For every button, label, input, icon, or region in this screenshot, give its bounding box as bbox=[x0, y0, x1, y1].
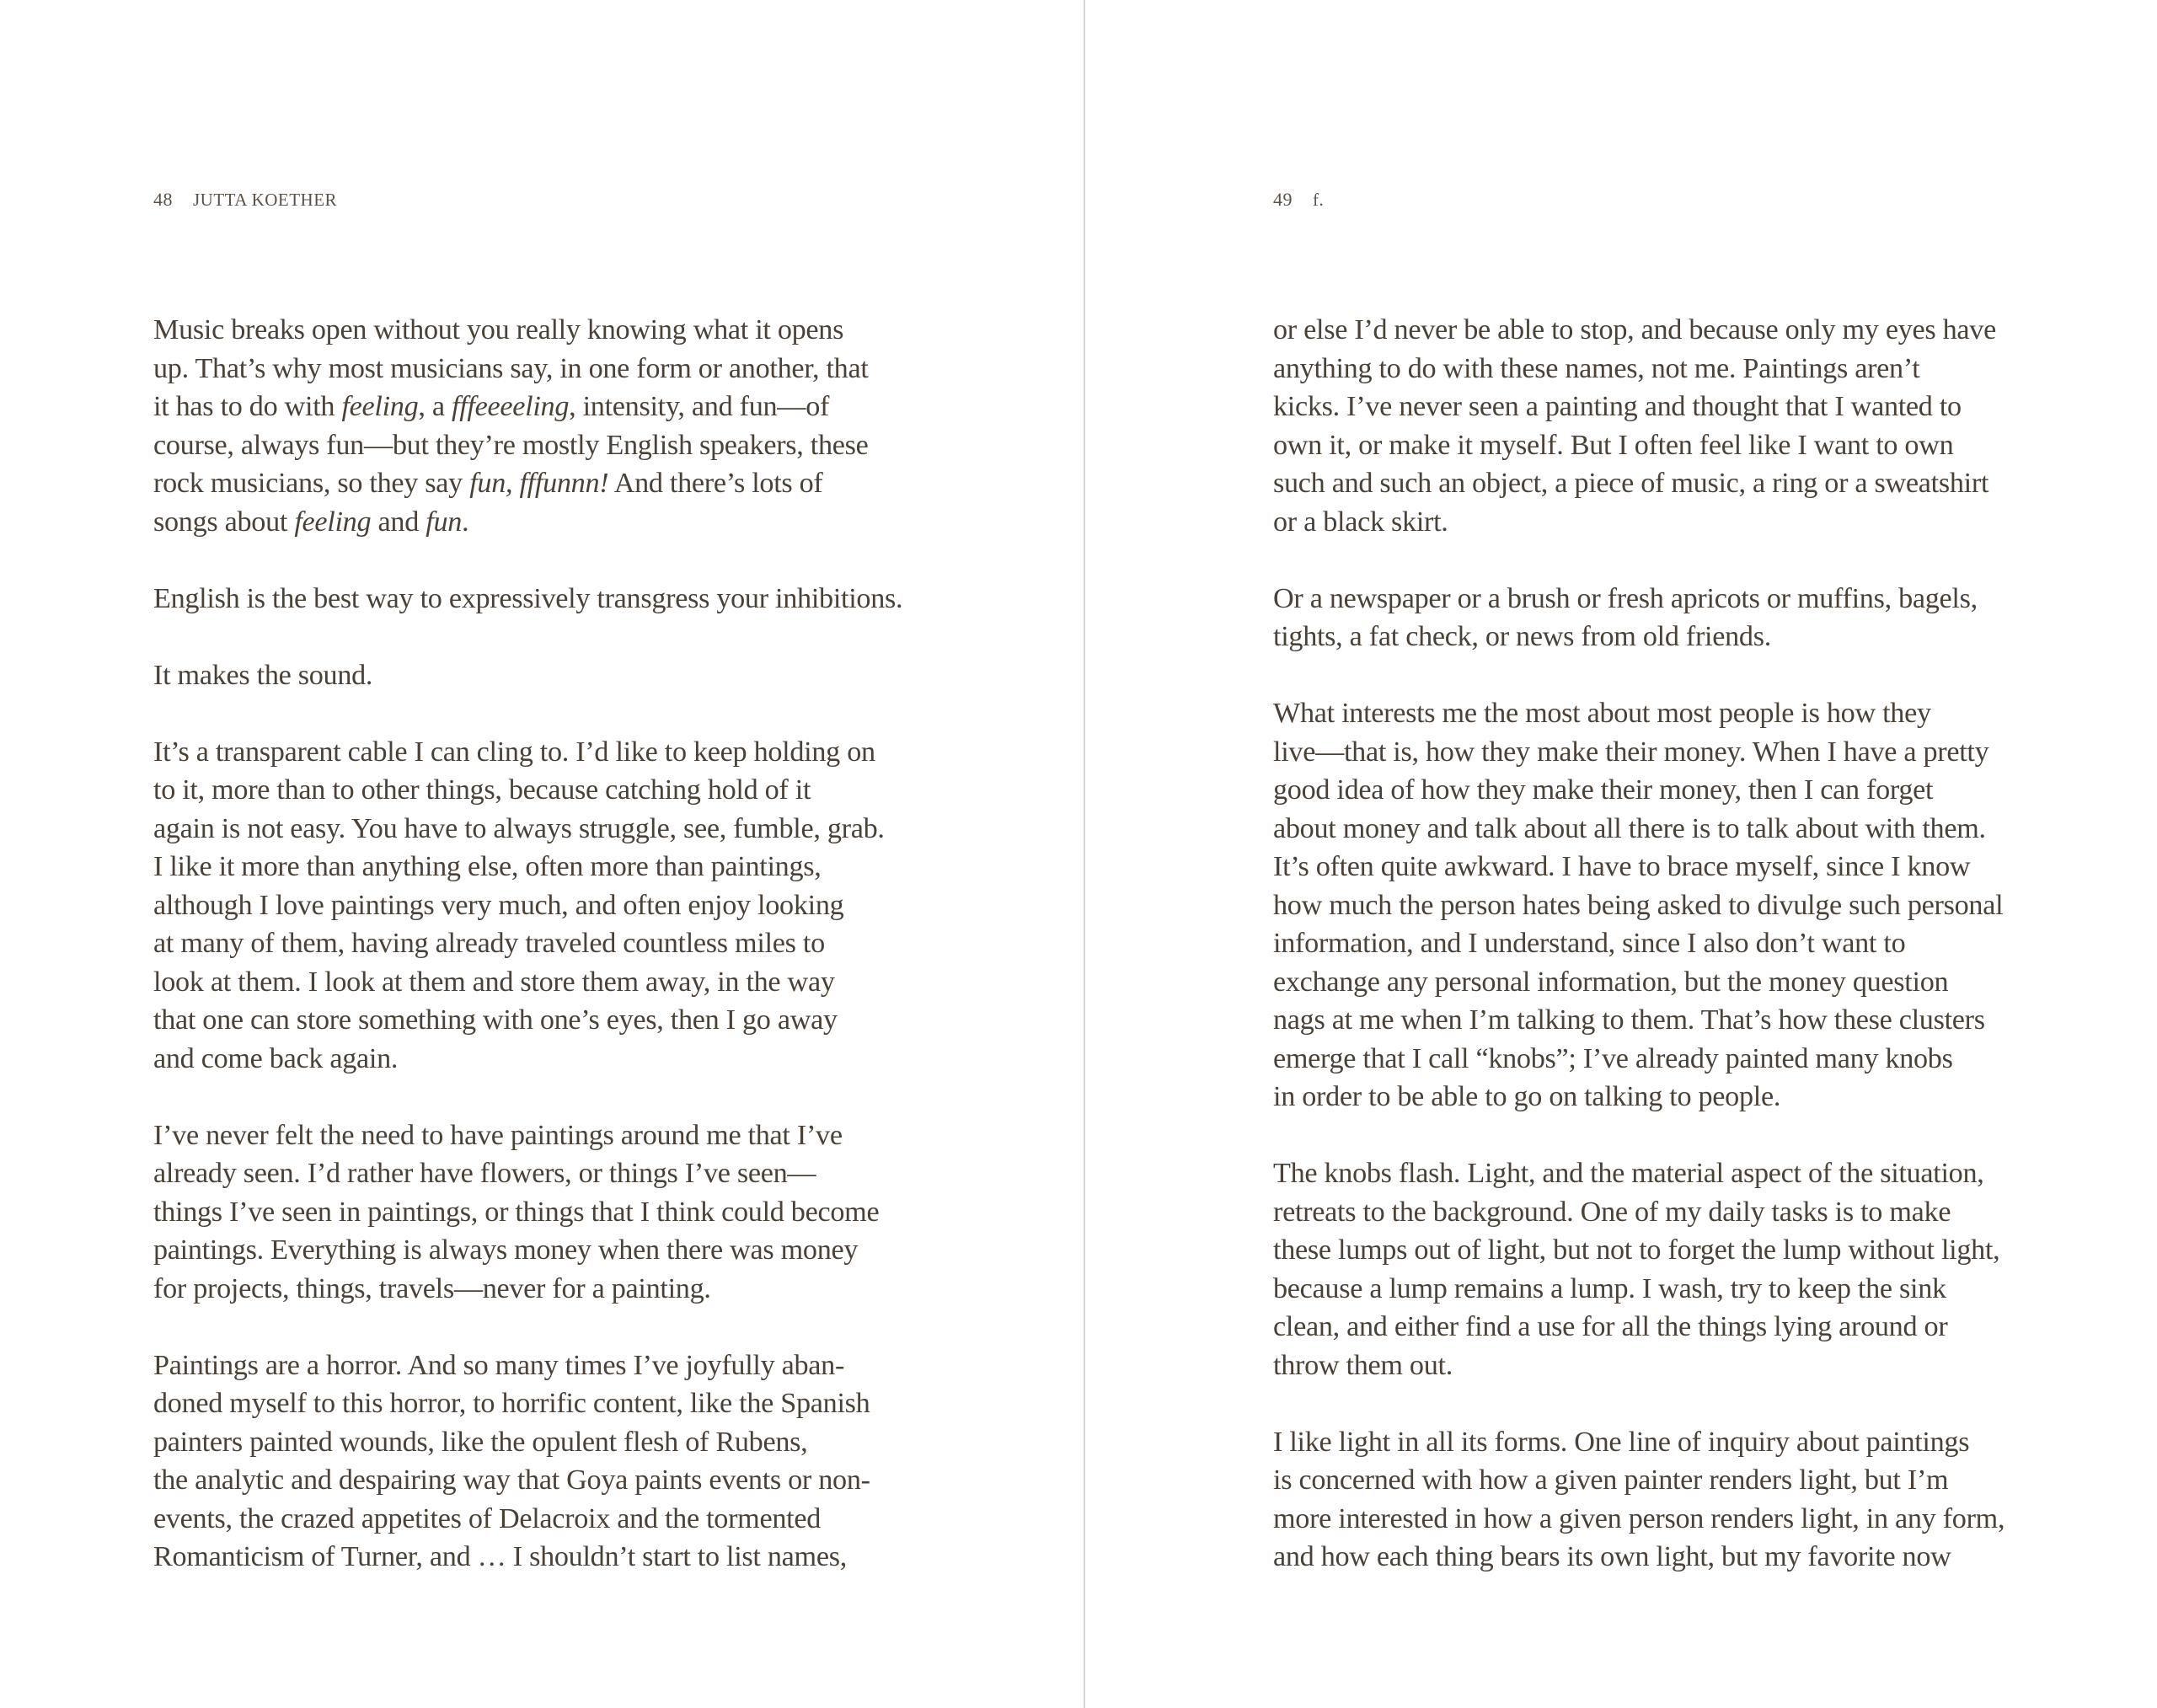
paragraph bbox=[153, 1116, 912, 1309]
text-line: already seen. I’d rather have flowers, or things I’ve seen— bbox=[153, 1158, 816, 1189]
text-line: although I love paintings very much, and often enjoy looking bbox=[153, 889, 844, 921]
text-line: again is not easy. You have to always struggle, see, fumble, grab. bbox=[153, 812, 885, 844]
text-line: at many of them, having already traveled countless miles to bbox=[153, 928, 825, 959]
text-line: and how each thing bears its own light, but my favorite now bbox=[1273, 1541, 1951, 1572]
text-line: exchange any personal information, but the money question bbox=[1273, 966, 1949, 998]
left-running-title: JUTTA KOETHER bbox=[193, 190, 338, 210]
right-page bbox=[1085, 0, 2157, 1708]
text-line: or else I’d never be able to stop, and because only my eyes have bbox=[1273, 314, 1996, 345]
left-page-number: 48 bbox=[153, 189, 173, 210]
text-line: I like light in all its forms. One line of inquiry about paintings bbox=[1273, 1426, 1970, 1458]
text-line: What interests me the most about most people is how they bbox=[1273, 698, 1931, 729]
text-line: up. That’s why most musicians say, in one form or another, that bbox=[153, 352, 869, 384]
text-line: things I’ve seen in paintings, or things that I think could become bbox=[153, 1196, 880, 1228]
text-line: how much the person hates being asked to divulge such personal bbox=[1273, 889, 2004, 921]
text-line: live—that is, how they make their money. When I have a pretty bbox=[1273, 736, 1989, 768]
text-line: It’s a transparent cable I can cling to. I’d like to keep holding on bbox=[153, 736, 875, 768]
text-line: to it, more than to other things, because catching hold of it bbox=[153, 774, 811, 806]
paragraph bbox=[1273, 311, 2015, 541]
text-line: painters painted wounds, like the opulent flesh of Rubens, bbox=[153, 1426, 808, 1458]
text-line: more interested in how a given person renders light, in any form, bbox=[1273, 1502, 2005, 1534]
left-body-text bbox=[153, 311, 912, 1614]
text-line: nags at me when I’m talking to them. That’s how these clusters bbox=[1273, 1004, 1985, 1036]
paragraph bbox=[153, 733, 912, 1079]
right-body-text bbox=[1273, 311, 2015, 1614]
text-line: Music breaks open without you really knowing what it opens bbox=[153, 314, 844, 345]
text-line: own it, or make it myself. But I often feel like I want to own bbox=[1273, 429, 1954, 461]
paragraph bbox=[153, 311, 912, 541]
text-line: songs about feeling and fun. bbox=[153, 506, 469, 538]
text-line: tights, a fat check, or news from old friends. bbox=[1273, 621, 1771, 652]
text-line: because a lump remains a lump. I wash, try to keep the sink bbox=[1273, 1272, 1946, 1304]
text-line: Or a newspaper or a brush or fresh apricots or muffins, bagels, bbox=[1273, 582, 1978, 614]
text-line: I’ve never felt the need to have paintings around me that I’ve bbox=[153, 1119, 843, 1151]
text-line: good idea of how they make their money, then I can forget bbox=[1273, 774, 1934, 806]
text-line: anything to do with these names, not me. Paintings aren’t bbox=[1273, 352, 1920, 384]
right-running-title: f. bbox=[1313, 190, 1325, 210]
text-line: It’s often quite awkward. I have to brace myself, since I know bbox=[1273, 851, 1971, 882]
text-line: or a black skirt. bbox=[1273, 506, 1448, 538]
text-line: doned myself to this horror, to horrific content, like the Spanish bbox=[153, 1388, 870, 1419]
italic-run: fun, fffunnn! bbox=[469, 468, 609, 499]
text-line: Romanticism of Turner, and … I shouldn’t start to list names, bbox=[153, 1541, 847, 1572]
text-line: paintings. Everything is always money when there was money bbox=[153, 1234, 859, 1266]
text-line: retreats to the background. One of my daily tasks is to make bbox=[1273, 1196, 1951, 1228]
text-line: I like it more than anything else, often more than paintings, bbox=[153, 851, 822, 882]
paragraph bbox=[153, 1347, 912, 1577]
text-line: the analytic and despairing way that Goya paints events or non- bbox=[153, 1464, 870, 1496]
italic-run: fffeeeeling bbox=[452, 391, 570, 422]
text-line: these lumps out of light, but not to forget the lump without light, bbox=[1273, 1234, 2000, 1266]
text-line: emerge that I call “knobs”; I’ve already painted many knobs bbox=[1273, 1042, 1953, 1074]
paragraph bbox=[153, 656, 912, 695]
paragraph bbox=[1273, 1154, 2015, 1384]
text-line: Paintings are a horror. And so many times I’ve joyfully aban- bbox=[153, 1349, 845, 1381]
text-line: English is the best way to expressively transgress your inhibitions. bbox=[153, 582, 903, 614]
text-line: and come back again. bbox=[153, 1042, 399, 1074]
text-line: clean, and either find a use for all the things lying around or bbox=[1273, 1311, 1948, 1342]
text-line: information, and I understand, since I also don’t want to bbox=[1273, 928, 1906, 959]
right-running-head bbox=[1273, 189, 1324, 211]
paragraph bbox=[1273, 1423, 2015, 1577]
text-line: about money and talk about all there is to talk about with them. bbox=[1273, 812, 1986, 844]
text-line: such and such an object, a piece of music, a ring or a sweatshirt bbox=[1273, 468, 1989, 499]
text-line: look at them. I look at them and store them away, in the way bbox=[153, 966, 835, 998]
text-line: The knobs flash. Light, and the material aspect of the situation, bbox=[1273, 1158, 1984, 1189]
text-line: course, always fun—but they’re mostly English speakers, these bbox=[153, 429, 869, 461]
paragraph bbox=[153, 580, 912, 618]
text-line: in order to be able to go on talking to people. bbox=[1273, 1081, 1781, 1112]
italic-run: feeling bbox=[341, 391, 419, 422]
text-line: It makes the sound. bbox=[153, 659, 373, 691]
text-line: kicks. I’ve never seen a painting and thought that I wanted to bbox=[1273, 391, 1962, 422]
text-line: events, the crazed appetites of Delacroix and the tormented bbox=[153, 1502, 822, 1534]
text-line: that one can store something with one’s eyes, then I go away bbox=[153, 1004, 838, 1036]
left-running-head bbox=[153, 189, 337, 211]
paragraph bbox=[1273, 580, 2015, 656]
italic-run: fun bbox=[426, 506, 463, 538]
text-line: for projects, things, travels—never for a painting. bbox=[153, 1272, 711, 1304]
text-line: is concerned with how a given painter renders light, but I’m bbox=[1273, 1464, 1949, 1496]
text-line: it has to do with feeling, a fffeeeeling, intensity, and fun—of bbox=[153, 391, 830, 422]
right-page-number: 49 bbox=[1273, 189, 1293, 210]
text-line: throw them out. bbox=[1273, 1349, 1453, 1381]
paragraph bbox=[1273, 694, 2015, 1116]
italic-run: feeling bbox=[294, 506, 372, 538]
text-line: rock musicians, so they say fun, fffunnn! And there’s lots of bbox=[153, 468, 823, 499]
